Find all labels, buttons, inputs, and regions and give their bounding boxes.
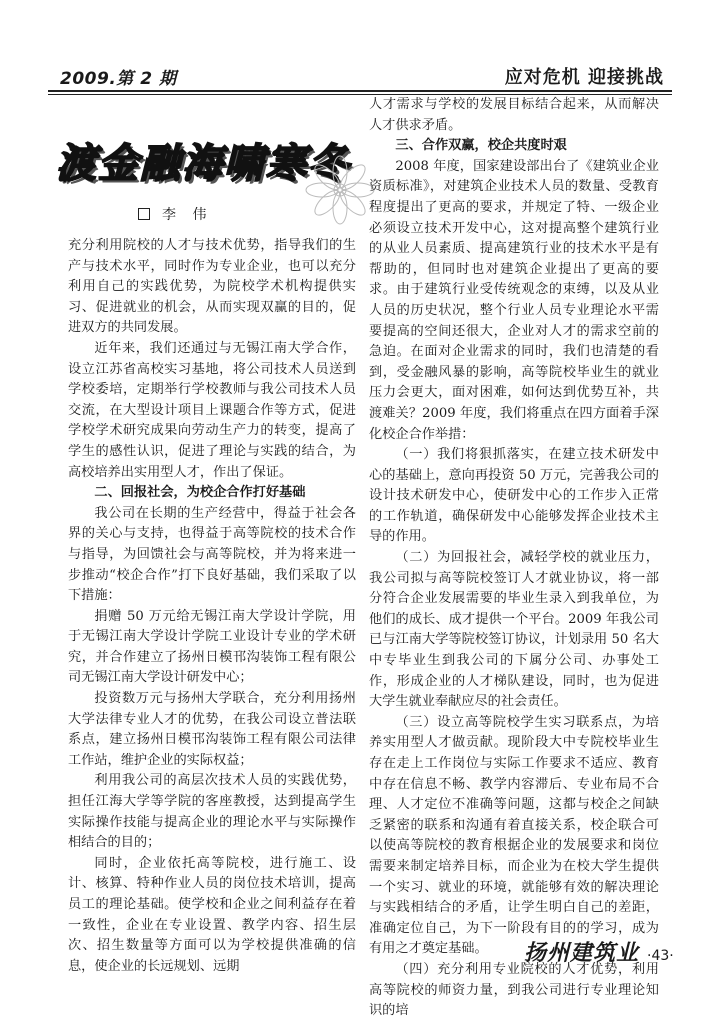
body-paragraph: （二）为回报社会，减轻学校的就业压力，我公司拟与高等院校签订人才就业协议，将一部分符合企业发展需要的毕业生录入到我单位，为他们的成长、成才提供一个平台。2009 年我公司已与江南大学等院校签订协议，计划录用 50 名大中专毕业生到我公司的下属分公司、办事处工作，形成企业的人才梯队建设，同时，也为促进大学生就业奉献应尽的社会责任。 bbox=[369, 550, 659, 710]
article-title: 渡金融海啸寒冬 bbox=[56, 141, 350, 187]
page-number: ·43· bbox=[647, 948, 674, 964]
page-footer bbox=[524, 936, 674, 968]
running-header bbox=[48, 62, 672, 90]
section-theme: 应对危机 迎接挑战 bbox=[504, 67, 664, 88]
body-paragraph: 我公司在长期的生产经营中，得益于社会各界的关心与支持，也得益于高等院校的技术合作与指导，为回馈社会与高等院校，并为将来进一步推动“校企合作”打下良好基础，我们采取了以下措施： bbox=[68, 505, 356, 604]
body-paragraph: 人才需求与学校的发展目标结合起来，从而解决人才供求矛盾。 bbox=[369, 97, 659, 133]
magazine-brand: 扬州建筑业 bbox=[524, 940, 640, 966]
body-paragraph: （四）充分利用专业院校的人才优势，利用高等院校的师资力量，到我公司进行专业理论知识的培 bbox=[369, 961, 659, 1019]
body-paragraph: （一）我们将狠抓落实，在建立技术研发中心的基础上，意向再投资 50 万元，完善我公司的设计技术研发中心，使研发中心的工作步入正常的工作轨道，确保研发中心能够发挥企业技术主导的作用。 bbox=[369, 447, 659, 545]
body-paragraph: 2008 年度，国家建设部出台了《建筑业企业资质标准》，对建筑企业技术人员的数量、受教育程度提出了更高的要求，并规定了特、一级企业必须设立技术开发中心，这对提高整个建筑行业的从业人员素质、提高建筑行业的技术水平是有帮助的，但同时也对建筑企业提出了更高的要求。由于建筑行业受传统观念的束缚，以及从业人员的历史状况，整个行业人员专业理论水平需要提高的空间还很大，企业对人才的需求空前的急迫。在面对企业需求的同时，我们也清楚的看到，受金融风暴的影响，高等院校毕业生的就业压力会更大，面对困难，如何达到优势互补，共渡难关？2009 年度，我们将重点在四方面着手深化校企合作举措： bbox=[369, 158, 659, 442]
section-heading: 三、合作双赢，校企共度时艰 bbox=[395, 138, 567, 154]
author-byline bbox=[138, 204, 212, 224]
body-paragraph: 近年来，我们还通过与无锡江南大学合作，设立江苏省高校实习基地，将公司技术人员送到学校委培，定期举行学校教师与我公司技术人员交流，在大型设计项目上课题合作等方式，促进学校学术研究成果向劳动生产力的转变，提高了学生的感性认识，促进了理论与实践的结合，为高校培养出实用型人才，作出了保证。 bbox=[68, 340, 356, 480]
body-paragraph: （三）设立高等院校学生实习联系点，为培养实用型人才做贡献。现阶段大中专院校毕业生存在走上工作岗位与实际工作要求不适应、教育中存在信息不畅、教学内容滞后、专业布局不合理、人才定位不准确等问题，这都与校企之间缺乏紧密的联系和沟通有着直接关系，校企联合可以使高等院校的教育根据企业的发展要求和岗位需要来制定培养目标，而企业为在校大学生提供一个实习、就业的环境，就能够有效的解决理论与实践相结合的矛盾，让学生明白自己的差距，准确定位自己，为下一阶段有目的的学习，成为有用之才奠定基础。 bbox=[369, 714, 659, 957]
body-paragraph: 捐赠 50 万元给无锡江南大学设计学院，用于无锡江南大学设计学院工业设计专业的学术研究，并合作建立了扬州日模邗沟装饰工程有限公司无锡江南大学设计研发中心； bbox=[68, 608, 356, 686]
body-paragraph: 利用我公司的高层次技术人员的实践优势，担任江海大学等学院的客座教授，达到提高学生实际操作技能与提高企业的理论水平与实际操作相结合的目的； bbox=[68, 773, 356, 851]
right-text-column bbox=[369, 95, 659, 1022]
byline-square-icon bbox=[138, 208, 150, 220]
body-paragraph: 充分利用院校的人才与技术优势，指导我们的生产与技术水平，同时作为专业企业，也可以充分利用自己的实践优势，为院校学术机构提供实习、促进就业的机会，从而实现双赢的目的，促进双方的共同发展。 bbox=[68, 238, 356, 336]
author-name: 李 伟 bbox=[162, 207, 213, 223]
header-rule bbox=[48, 90, 672, 92]
body-paragraph: 投资数万元与扬州大学联合，充分利用扬州大学法律专业人才的优势，在我公司设立普法联系点，建立扬州日模邗沟装饰工程有限公司法律工作站，维护企业的实际权益； bbox=[68, 691, 356, 768]
flower-decoration-icon bbox=[300, 150, 380, 230]
issue-label: 2009.第 2 期 bbox=[60, 69, 177, 89]
left-text-column bbox=[68, 236, 356, 977]
body-paragraph: 同时，企业依托高等院校，进行施工、设计、核算、特种作业人员的岗位技术培训，提高员工的理论基础。使学校和企业之间利益存在着一致性，企业在专业设置、教学内容、招生层次、招生数量等方面可以为学校提供准确的信息，使企业的长远规划、远期 bbox=[68, 855, 356, 974]
section-heading: 二、回报社会，为校企合作打好基础 bbox=[94, 485, 306, 501]
